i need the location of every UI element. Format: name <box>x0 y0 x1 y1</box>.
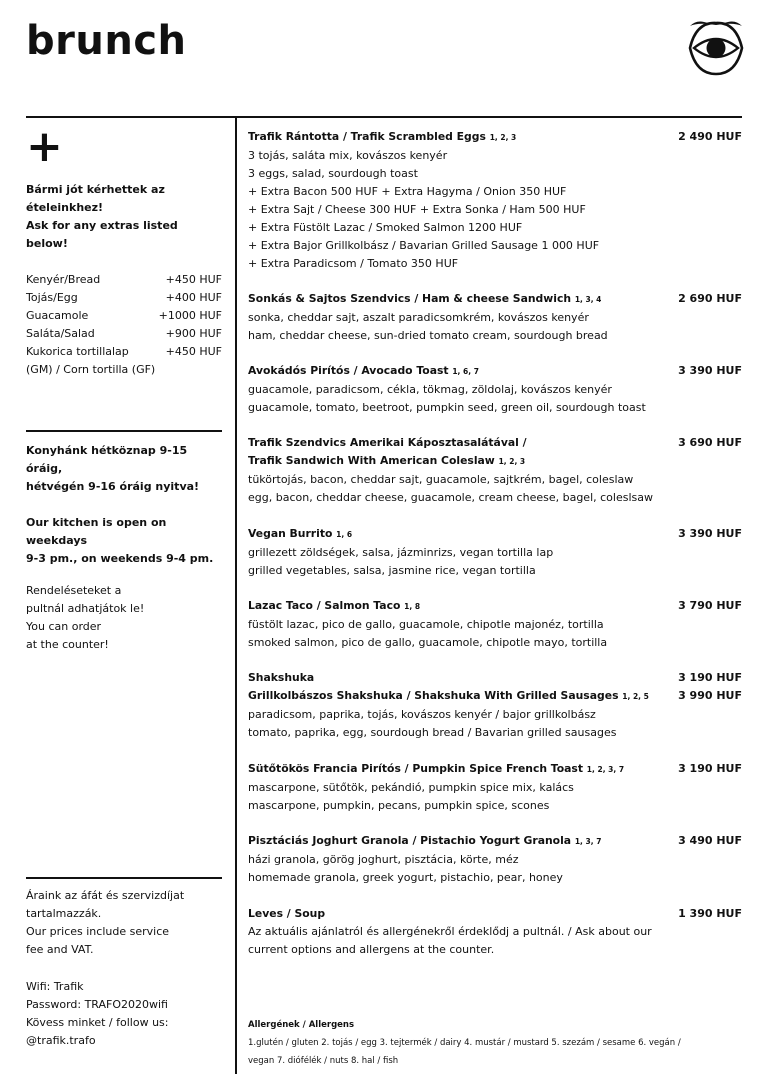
menu-item: Avokádós Pirítós / Avocado Toast 1, 6, 7 3 390 HUF guacamole, paradicsom, cékla, tökmag, zöldolaj, kovászos kenyér guacamole, tomato, beetroot, pumpkin seed, green oil, sourdough toast <box>248 364 742 414</box>
plus-icon: + <box>26 121 63 172</box>
prices-note: Áraink az áfát és szervizdíjat tartalmazzák. Our prices include service fee and VAT. <box>26 889 185 956</box>
menu-item: Sütőtökös Francia Pirítós / Pumpkin Spice French Toast 1, 2, 3, 7 3 190 HUF mascarpone, sütőtök, pekándió, pumpkin spice mix, kalács mascarpone, pumpkin, pecans, pumpkin spice, scones <box>248 762 742 812</box>
order-section: Rendeléseteket a pultnál adhatjátok le! You can order at the counter! <box>26 584 145 651</box>
allergen-heading: Allergének / Allergens <box>248 1020 355 1030</box>
menu-item: Trafik Rántotta / Trafik Scrambled Eggs 1, 2, 3 2 490 HUF 3 tojás, saláta mix, kovászos kenyér 3 eggs, salad, sourdough toast + Extra Bacon 500 HUF + Extra Hagyma / Onion 350 HUF + Extra Sajt / Cheese 300 HUF + Extra Sonka / Ham 500 HUF + Extra Füstölt Lazac / Smoked Salmon 1200 HUF + Extra Bajor Grillkolbász / Bavarian Grilled Sausage 1 000 HUF + Extra Paradicsom / Tomato 350 HUF <box>248 130 742 270</box>
menu-item: Shakshuka 3 190 HUF Grillkolbászos Shakshuka / Shakshuka With Grilled Sausages 1, 2, 5 3 990 HUF paradicsom, paprika, tojás, kovászos kenyér / bajor grillkolbász tomato, paprika, egg, sourdough bread / Bavarian grilled sausages <box>248 671 742 739</box>
extras-section <box>26 181 222 379</box>
sidebar-divider <box>26 430 222 432</box>
hours-section: Konyhánk hétköznap 9-15 óráig, hétvégén 9-16 óráig nyitva! Our kitchen is open on weekdays 9-3 pm., on weekends 9-4 pm. <box>26 444 214 565</box>
page-title: brunch <box>26 18 187 64</box>
allergen-legend <box>248 1016 742 1070</box>
menu-item: Vegan Burrito 1, 6 3 390 HUF grillezett zöldségek, salsa, jázminrizs, vegan tortilla lap grilled vegetables, salsa, jasmine rice, vegan tortilla <box>248 527 742 577</box>
menu-item: Sonkás & Sajtos Szendvics / Ham & cheese Sandwich 1, 3, 4 2 690 HUF sonka, cheddar sajt, aszalt paradicsomkrém, kovászos kenyér ham, cheddar cheese, sun-dried tomato cream, sourdough bread <box>248 292 742 342</box>
wifi-section: Wifi: Trafik Password: TRAFO2020wifi Kövess minket / follow us: @trafik.trafo <box>26 980 169 1047</box>
column-divider <box>235 118 237 1074</box>
extra-row: Guacamole +1000 HUF <box>26 309 222 322</box>
extras-last-line: (GM) / Corn tortilla (GF) <box>26 363 156 376</box>
allergen-line: 1.glutén / gluten 2. tojás / egg 3. tejtermék / dairy 4. mustár / mustard 5. szezám / sesame 6. vegán / <box>248 1038 681 1048</box>
sidebar-divider-bottom <box>26 877 222 879</box>
extra-row: Kenyér/Bread +450 HUF <box>26 273 222 286</box>
allergen-line: vegan 7. diófélék / nuts 8. hal / fish <box>248 1056 399 1066</box>
extra-row: Kukorica tortillalap +450 HUF <box>26 345 222 358</box>
menu-item: Lazac Taco / Salmon Taco 1, 8 3 790 HUF füstölt lazac, pico de gallo, guacamole, chipotle majonéz, tortilla smoked salmon, pico de gallo, guacamole, chipotle mayo, tortilla <box>248 599 742 649</box>
header-divider <box>26 116 742 118</box>
extra-row: Tojás/Egg +400 HUF <box>26 291 222 304</box>
menu-item: Trafik Szendvics Amerikai Káposztasalátával / 3 690 HUF Trafik Sandwich With American Coleslaw 1, 2, 3 tükörtojás, bacon, cheddar sajt, guacamole, sajtkrém, bagel, coleslaw egg, bacon, cheddar cheese, guacamole, cream cheese, bagel, coleslsaw <box>248 436 742 504</box>
eye-lips-icon <box>686 18 746 78</box>
extras-intro-hu: Bármi jót kérhettek az ételeinkhez! <box>26 183 165 214</box>
extra-row: Saláta/Salad +900 HUF <box>26 327 222 340</box>
extras-intro-en: Ask for any extras listed below! <box>26 219 178 250</box>
menu-item: Leves / Soup 1 390 HUF Az aktuális ajánlatról és allergénekről érdeklődj a pultnál. / Ask about our current options and allergens at the counter. <box>248 907 742 956</box>
menu-item: Pisztáciás Joghurt Granola / Pistachio Yogurt Granola 1, 3, 7 3 490 HUF házi granola, görög joghurt, pisztácia, körte, méz homemade granola, greek yogurt, pistachio, pear, honey <box>248 834 742 884</box>
